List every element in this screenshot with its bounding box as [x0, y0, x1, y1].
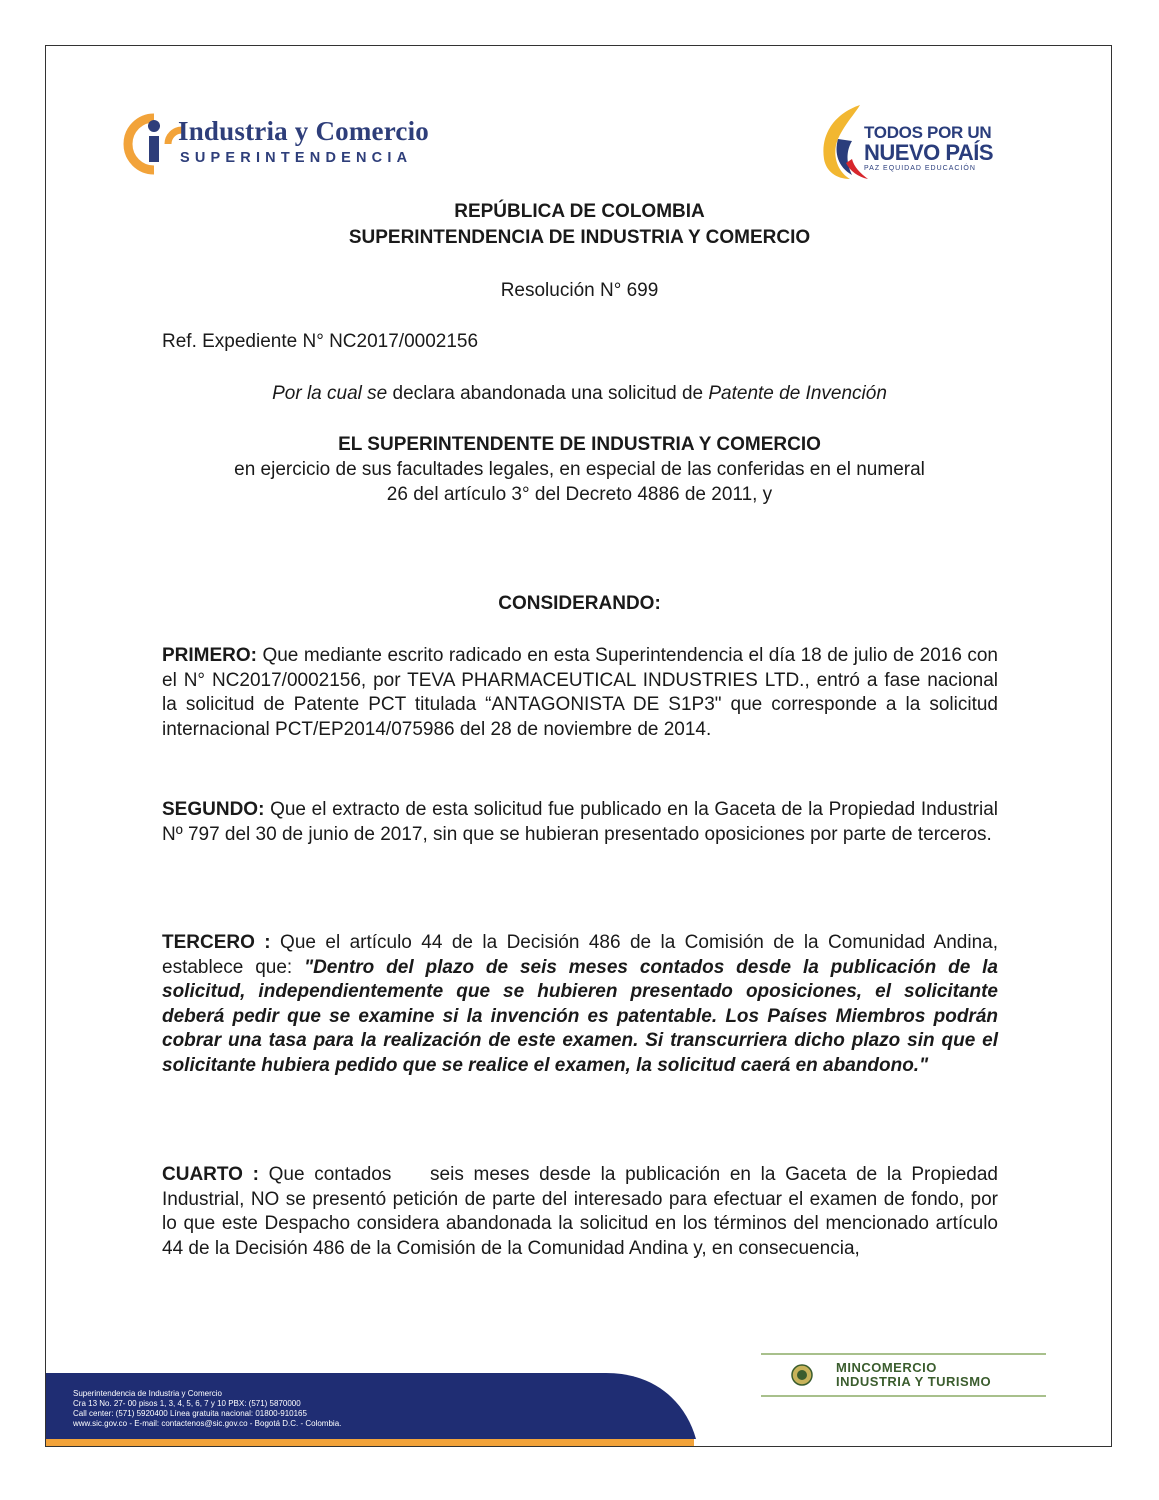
primero-label: PRIMERO:	[162, 645, 257, 666]
tercero-text: Que el artículo 44 de la Decisión 486 de la Comisión de la Comunidad Andina, establece que:	[162, 932, 998, 978]
document-page	[45, 45, 1112, 1447]
reference-number: Ref. Expediente N° NC2017/0002156	[162, 331, 479, 352]
mincomercio-logo	[761, 1353, 1046, 1397]
entity-heading: SUPERINTENDENCIA DE INDUSTRIA Y COMERCIO	[348, 227, 811, 248]
subject-italic-b: Patente de Invención	[708, 383, 887, 404]
todos-por-un-nuevo-pais-logo	[816, 101, 996, 181]
footer-contact	[73, 1389, 341, 1429]
mincomercio-line2: INDUSTRIA Y TURISMO	[836, 1374, 992, 1389]
footer-line2: Cra 13 No. 27- 00 pisos 1, 3, 4, 5, 6, 7 y 10 PBX: (571) 5870000	[73, 1399, 301, 1408]
tpn-line3: PAZ EQUIDAD EDUCACIÓN	[864, 165, 976, 172]
sic-logo	[118, 108, 448, 178]
subject-normal: declara abandonada una solicitud de	[387, 383, 709, 404]
subject-italic-a: Por la cual se	[272, 383, 388, 404]
tercero-quote: "Dentro del plazo de seis meses contados desde la publicación de la solicitud, independientemente que se hubieren presentado oposiciones, el solicitante deberá pedir que se examine si la invención es patentable. Los Países Miembros podrán cobrar una tasa para la realización de este examen. Si transcurriera dicho plazo sin que el solicitante hubiera pedido que se realice el examen, la solicitud caerá en abandono."	[162, 956, 998, 1076]
colombia-seal-icon	[791, 1364, 813, 1386]
considerando-heading: CONSIDERANDO:	[498, 593, 661, 614]
authority-line2: 26 del artículo 3° del Decreto 4886 de 2011, y	[386, 484, 773, 505]
footer-line1: Superintendencia de Industria y Comercio	[73, 1389, 222, 1398]
footer-line3: Call center: (571) 5920400 Línea gratuita nacional: 01800-910165	[73, 1409, 307, 1418]
subject-line	[46, 382, 1112, 406]
paragraph-primero	[162, 644, 998, 742]
country-heading: REPÚBLICA DE COLOMBIA	[454, 201, 705, 222]
paragraph-tercero	[162, 931, 998, 1078]
tpn-line2: NUEVO PAÍS	[864, 140, 994, 165]
segundo-label: SEGUNDO:	[162, 799, 265, 820]
footer-line4: www.sic.gov.co - E-mail: contactenos@sic.gov.co - Bogotá D.C. - Colombia.	[73, 1419, 342, 1428]
segundo-text: Que el extracto de esta solicitud fue publicado en la Gaceta de la Propiedad Industrial Nº 797 del 30 de junio de 2017, sin que se hubieran presentado oposiciones por parte de terceros.	[162, 799, 998, 845]
paragraph-segundo	[162, 798, 998, 847]
resolution-number: Resolución N° 699	[500, 280, 659, 301]
primero-text: Que mediante escrito radicado en esta Superintendencia el día 18 de julio de 2016 con el N° NC2017/0002156, por TEVA PHARMACEUTICAL INDUSTRIES LTD., entró a fase nacional la solicitud de Patente PCT titulada “ANTAGONISTA DE S1P3" que corresponde a la solicitud internacional PCT/EP2014/075986 del 28 de noviembre de 2014.	[162, 645, 998, 740]
cuarto-label: CUARTO :	[162, 1164, 259, 1185]
paragraph-cuarto	[162, 1163, 1004, 1261]
authority-title: EL SUPERINTENDENTE DE INDUSTRIA Y COMERCIO	[338, 434, 821, 455]
tercero-label: TERCERO :	[162, 932, 271, 953]
sic-logo-title: Industria y Comercio	[178, 116, 429, 146]
tpn-line1: TODOS POR UN	[864, 123, 992, 142]
mincomercio-line1: MINCOMERCIO	[836, 1360, 937, 1375]
authority-line1: en ejercicio de sus facultades legales, en especial de las conferidas en el numeral	[234, 459, 925, 480]
cuarto-text: Que contados seis meses desde la publicación en la Gaceta de la Propiedad Industrial, NO se presentó petición de parte del interesado para efectuar el examen de fondo, por lo que este Despacho considera abandonada la solicitud en los términos del mencionado artículo 44 de la Decisión 486 de la Comisión de la Comunidad Andina y, en consecuencia,	[162, 1164, 1004, 1259]
sic-logo-subtitle: SUPERINTENDENCIA	[180, 150, 413, 166]
